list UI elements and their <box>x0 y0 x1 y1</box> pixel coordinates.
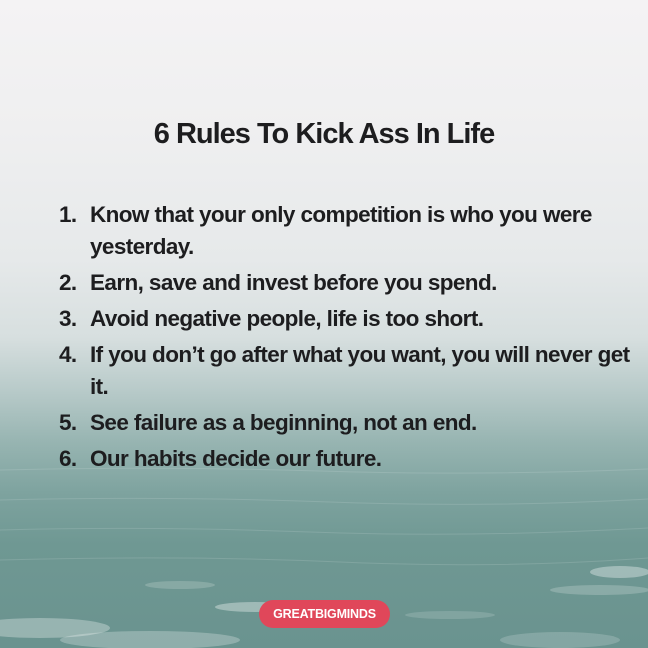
brand-badge: GREATBIGMINDS <box>259 600 390 628</box>
rule-item-4 <box>59 339 639 403</box>
rule-number: 2. <box>59 270 77 295</box>
rule-text: If you don’t go after what you want, you will never get it. <box>90 342 630 399</box>
rule-number: 4. <box>59 342 77 367</box>
page-title: 6 Rules To Kick Ass In Life <box>153 118 495 150</box>
rule-item-6 <box>59 443 639 475</box>
rule-item-2 <box>59 267 639 299</box>
rule-number: 6. <box>59 446 77 471</box>
rule-text: Earn, save and invest before you spend. <box>90 270 497 295</box>
rule-number: 1. <box>59 202 77 227</box>
rule-text: See failure as a beginning, not an end. <box>90 410 477 435</box>
rule-text: Avoid negative people, life is too short. <box>90 306 484 331</box>
rule-number: 5. <box>59 410 77 435</box>
rules-list <box>59 199 639 479</box>
rule-text: Our habits decide our future. <box>90 446 382 471</box>
rule-text: Know that your only competition is who you were yesterday. <box>90 202 592 259</box>
rule-number: 3. <box>59 306 77 331</box>
rule-item-5 <box>59 407 639 439</box>
rule-item-1 <box>59 199 639 263</box>
rule-item-3 <box>59 303 639 335</box>
